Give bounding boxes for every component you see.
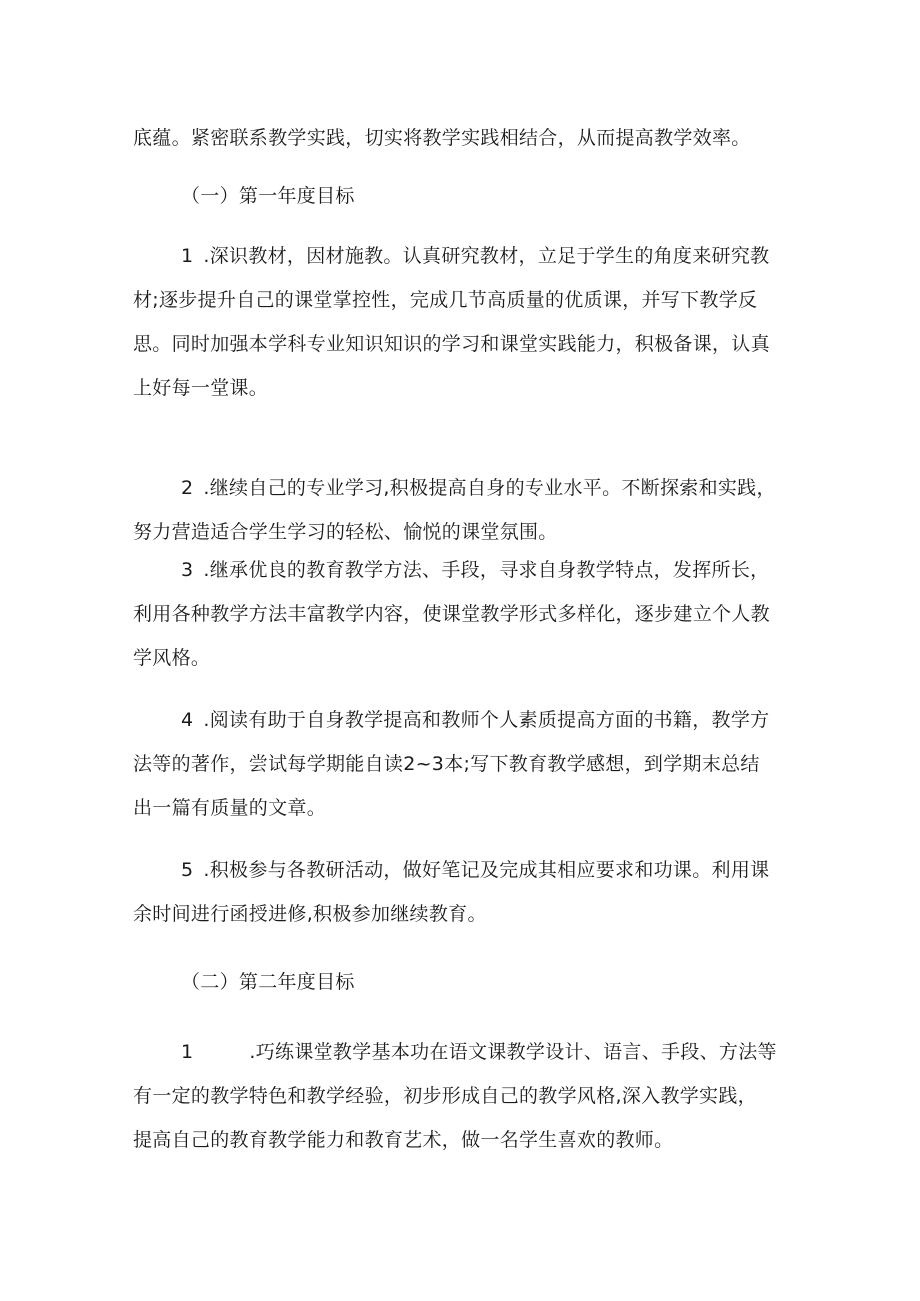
paragraph-line: 提高自己的教育教学能力和教育艺术，做一名学生喜欢的教师。: [133, 1129, 674, 1151]
goal-item-1-2: [133, 466, 793, 554]
paragraph-line: 1 .巧练课堂教学基本功在语文课教学设计、语言、手段、方法等: [133, 1030, 793, 1074]
section-heading-year-2: （二）第二年度目标: [181, 971, 355, 993]
paragraph-line: 思。同时加强本学科专业知识知识的学习和课堂实践能力，积极备课，认真: [133, 333, 770, 355]
item-number: 1: [181, 245, 194, 267]
item-number: 1: [181, 1041, 194, 1063]
paragraph-line: 余时间进行函授进修,积极参加继续教育。: [133, 903, 487, 925]
goal-item-1-1: [133, 234, 793, 410]
paragraph-line: 利用各种教学方法丰富教学内容，使课堂教学形式多样化，逐步建立个人教: [133, 603, 770, 625]
paragraph-line: 学风格。: [133, 647, 211, 669]
intro-paragraph: [133, 116, 793, 160]
item-number: 4: [181, 709, 194, 731]
paragraph-line: 上好每一堂课。: [133, 377, 269, 399]
paragraph-line: 2 .继续自己的专业学习,积极提高自身的专业水平。不断探索和实践，: [133, 466, 793, 510]
goal-item-1-4: [133, 698, 793, 830]
item-number: 2: [181, 477, 194, 499]
paragraph-line: 底蕴。紧密联系教学实践，切实将教学实践相结合，从而提高教学效率。: [133, 127, 751, 149]
paragraph-line: 努力营造适合学生学习的轻松、愉悦的课堂氛围。: [133, 521, 558, 543]
item-number: 5: [181, 859, 194, 881]
paragraph-line: 1 .深识教材，因材施教。认真研究教材，立足于学生的角度来研究教: [133, 234, 793, 278]
goal-item-1-5: [133, 848, 793, 936]
goal-item-2-1: [133, 1030, 793, 1162]
paragraph-line: 4 .阅读有助于自身教学提高和教师个人素质提高方面的书籍，教学方: [133, 698, 793, 742]
paragraph-line: 3 .继承优良的教育教学方法、手段，寻求自身教学特点，发挥所长，: [133, 548, 793, 592]
paragraph-line: 5 .积极参与各教研活动，做好笔记及完成其相应要求和功课。利用课: [133, 848, 793, 892]
paragraph-line: 出一篇有质量的文章。: [133, 797, 327, 819]
paragraph-line: 法等的著作，尝试每学期能自读2~3本;写下教育教学感想，到学期末总结: [133, 753, 760, 775]
paragraph-line: 材;逐步提升自己的课堂掌控性，完成几节高质量的优质课，并写下教学反: [133, 289, 758, 311]
goal-item-1-3: [133, 548, 793, 680]
item-number: 3: [181, 559, 194, 581]
section-heading-year-1: （一）第一年度目标: [181, 185, 355, 207]
paragraph-line: 有一定的教学特色和教学经验，初步形成自己的教学风格,深入教学实践，: [133, 1085, 757, 1107]
